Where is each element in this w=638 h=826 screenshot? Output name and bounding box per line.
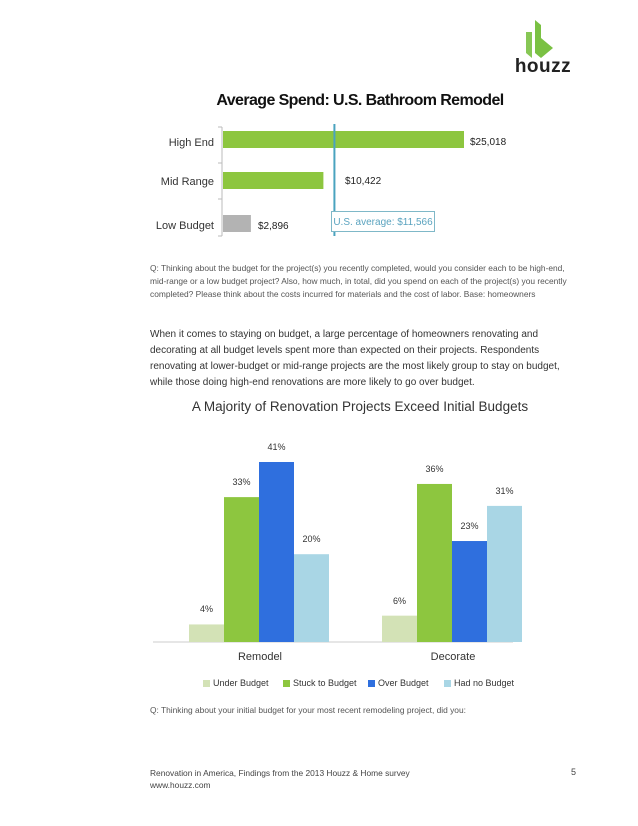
bar-remodel-stuck-to-budget <box>224 497 259 642</box>
footer <box>150 767 510 791</box>
bar-decorate-had-no-budget <box>487 506 522 642</box>
page-number: 5 <box>570 767 576 777</box>
footer-source: Renovation in America, Findings from the 2013 Houzz & Home survey <box>150 768 410 778</box>
us-average-label: U.S. average: $11,566 <box>331 211 435 232</box>
bar-remodel-over-budget <box>259 462 294 642</box>
bar-remodel-under-budget <box>189 624 224 642</box>
legend-swatch <box>444 680 451 687</box>
category-label-high-end: High End <box>168 137 214 149</box>
chart1-question-note: Q: Thinking about the budget for the project(s) you recently completed, would you consider each to be high-end, mid-range or a low budget project? Also, how much, in total, did you spend on each of the project(s) you recently completed? Please think about the costs incurred for materials and the cost of labor. Base: homeowners <box>150 263 567 299</box>
data-label: 41% <box>267 442 286 452</box>
data-label: 23% <box>460 521 479 532</box>
bar-decorate-over-budget <box>452 541 487 642</box>
legend-had-no-budget <box>444 678 514 688</box>
footer-url[interactable]: www.houzz.com <box>150 780 211 790</box>
category-label-decorate: Decorate <box>430 651 476 663</box>
value-label-low-budget: $2,896 <box>258 221 289 232</box>
legend-over-budget <box>368 678 429 688</box>
legend-label: Stuck to Budget <box>293 678 357 688</box>
data-label: 31% <box>495 485 514 496</box>
legend-label: Over Budget <box>378 678 429 688</box>
body-paragraph: When it comes to staying on budget, a large percentage of homeowners renovating and decorating at all budget levels spent more than expected on their projects. Respondents renovating at lower-budget or mid-range projects are the most likely group to stay on budget, while those doing high-end renovations are more likely to go over budget. <box>150 329 560 388</box>
value-label-mid-range: $10,422 <box>345 176 382 187</box>
logo-text: houzz <box>514 56 572 77</box>
legend-under-budget <box>203 678 269 688</box>
data-label: 20% <box>302 534 321 545</box>
bar-remodel-had-no-budget <box>294 554 329 642</box>
bar-decorate-under-budget <box>382 616 417 642</box>
data-label: 33% <box>232 477 251 488</box>
category-label-mid-range: Mid Range <box>160 176 214 188</box>
data-label: 36% <box>425 463 444 474</box>
bar-decorate-stuck-to-budget <box>417 484 452 642</box>
legend-label: Had no Budget <box>454 678 515 688</box>
legend-swatch <box>283 680 290 687</box>
legend-swatch <box>203 680 210 687</box>
value-label-high-end: $25,018 <box>470 137 507 148</box>
category-label-remodel: Remodel <box>237 651 283 663</box>
chart1-title: Average Spend: U.S. Bathroom Remodel <box>216 92 504 109</box>
legend-stuck-to-budget <box>283 678 357 688</box>
legend-swatch <box>368 680 375 687</box>
data-label: 6% <box>392 595 406 606</box>
category-label-low-budget: Low Budget <box>155 220 214 232</box>
chart2-title: A Majority of Renovation Projects Exceed Initial Budgets <box>191 399 529 414</box>
legend-label: Under Budget <box>213 678 269 688</box>
chart2-question-note: Q: Thinking about your initial budget for your most recent remodeling project, did you: <box>150 705 466 715</box>
data-label: 4% <box>199 604 213 615</box>
